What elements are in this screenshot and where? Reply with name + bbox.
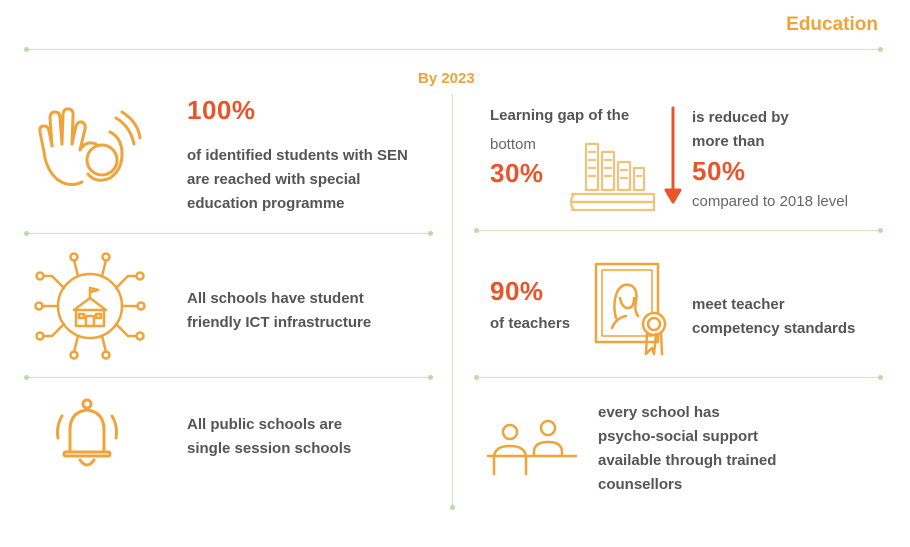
divider-dot: [24, 231, 29, 236]
support-description: [598, 401, 776, 497]
gap-line-3: compared to 2018 level: [692, 193, 848, 210]
sen-line-2: are reached with special: [187, 171, 361, 188]
sen-line-1: of identified students with SEN: [187, 147, 408, 164]
session-description: [187, 413, 351, 461]
teachers-line-2: competency standards: [692, 320, 856, 337]
teachers-percent: 90%: [490, 276, 544, 306]
gap-label-2: bottom: [490, 136, 536, 153]
sen-percent: 100%: [187, 95, 256, 125]
divider-dot: [878, 228, 883, 233]
hand-wave-icon: [30, 104, 140, 194]
ict-description: [187, 287, 371, 335]
divider-dot: [24, 375, 29, 380]
right-divider-1: [476, 230, 880, 231]
gap-label-1: Learning gap of the: [490, 107, 630, 124]
sen-description: [187, 144, 408, 216]
bell-icon: [52, 398, 122, 474]
right-divider-2: [476, 377, 880, 378]
session-line-1: All public schools are: [187, 416, 343, 433]
divider-dot: [450, 505, 455, 510]
gap-percent-a: 30%: [490, 158, 544, 188]
certificate-icon: [594, 262, 672, 360]
support-line-2: psycho-social support: [598, 428, 759, 445]
ict-line-1: All schools have student: [187, 290, 364, 307]
left-divider-2: [26, 377, 430, 378]
support-line-3: available through trained: [598, 452, 777, 469]
header-divider: [26, 49, 880, 50]
page-title: Education: [786, 14, 878, 35]
divider-dot: [474, 375, 479, 380]
teachers-label: of teachers: [490, 315, 571, 332]
books-chart-icon: [568, 138, 660, 214]
session-line-2: single session schools: [187, 440, 352, 457]
gap-line-1: is reduced by: [692, 109, 789, 126]
divider-dot: [474, 228, 479, 233]
school-network-icon: [34, 252, 146, 360]
gap-line-2: more than: [692, 133, 765, 150]
down-arrow-icon: [664, 106, 682, 206]
divider-dot: [428, 231, 433, 236]
ict-line-2: friendly ICT infrastructure: [187, 314, 372, 331]
by-year-label: By 2023: [418, 70, 475, 87]
support-line-1: every school has: [598, 404, 720, 421]
teachers-description: [692, 293, 855, 341]
support-line-4: counsellors: [598, 476, 683, 493]
divider-dot: [878, 47, 883, 52]
teachers-line-1: meet teacher: [692, 296, 785, 313]
sen-line-3: education programme: [187, 195, 345, 212]
center-divider: [452, 94, 453, 507]
left-divider-1: [26, 233, 430, 234]
gap-reduced-text: [692, 106, 789, 154]
gap-percent-b: 50%: [692, 156, 746, 186]
counsellor-meeting-icon: [484, 420, 580, 478]
divider-dot: [878, 375, 883, 380]
divider-dot: [428, 375, 433, 380]
divider-dot: [24, 47, 29, 52]
